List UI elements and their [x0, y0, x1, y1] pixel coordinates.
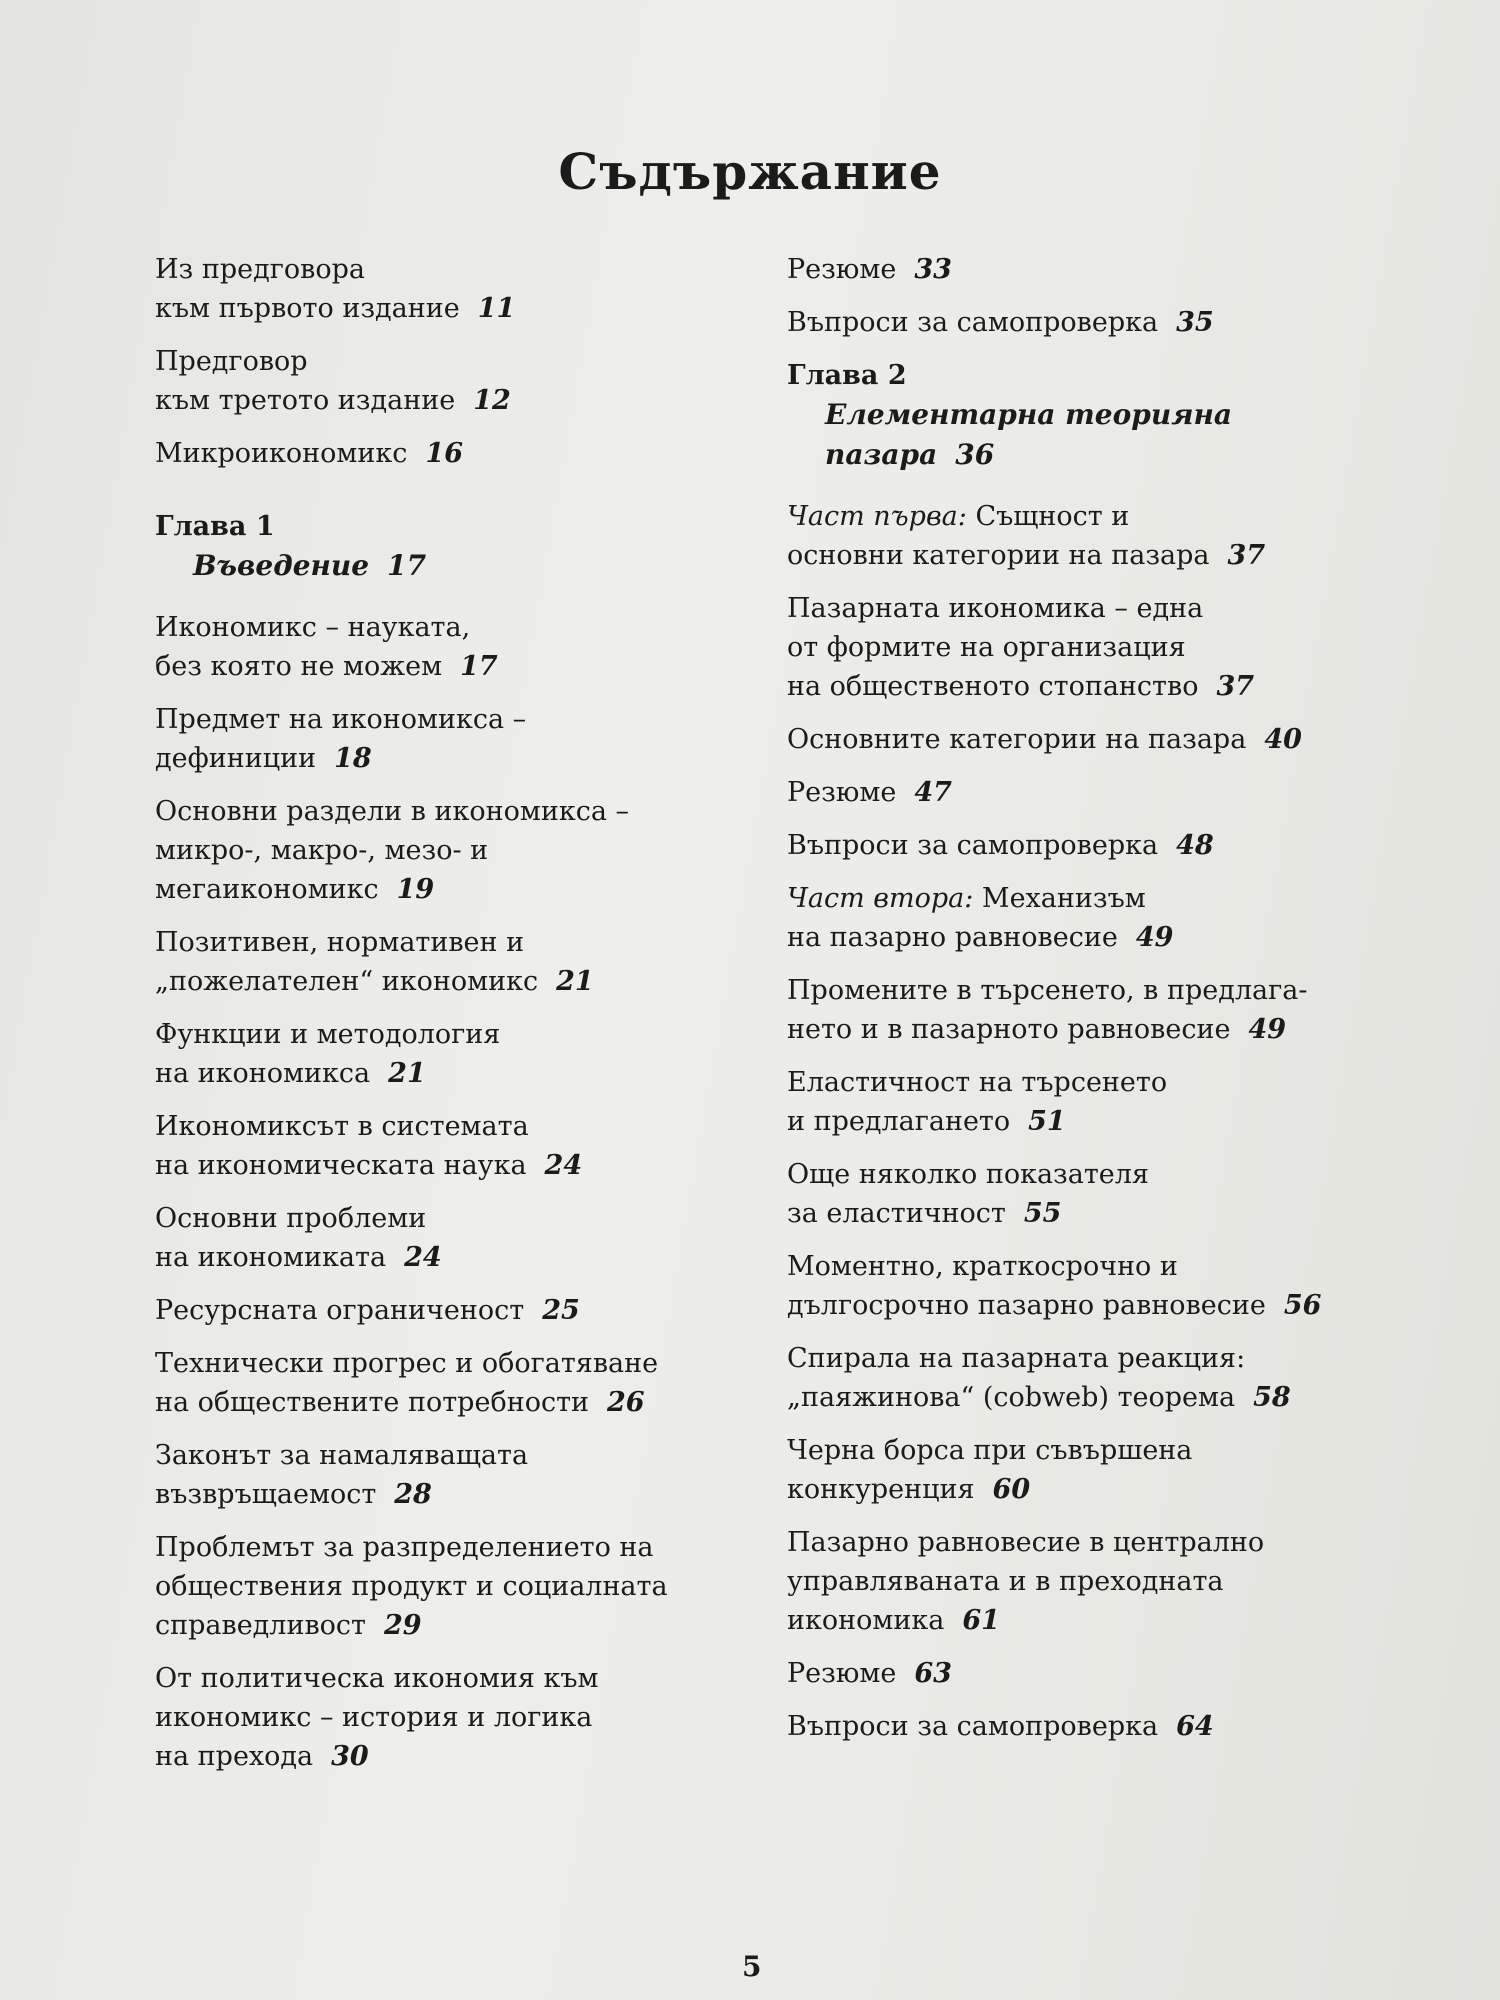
toc-entry: [787, 303, 1407, 342]
entry-text: нето и в пазарното равновесие: [787, 1014, 1231, 1045]
entry-line: [787, 1286, 1407, 1325]
toc-entry: [155, 1015, 765, 1093]
page-ref: 30: [331, 1741, 369, 1772]
page-ref: 55: [1023, 1198, 1062, 1229]
entry-line: [787, 536, 1407, 575]
part-label: Част втора:: [787, 883, 974, 914]
entry-text: и предлагането: [787, 1106, 1011, 1137]
entry-line: [787, 826, 1407, 865]
page-ref: 29: [383, 1610, 422, 1641]
page-ref: 12: [473, 385, 511, 416]
chapter-title: [155, 546, 765, 586]
entry-line: [155, 1475, 765, 1514]
toc-chapter: [155, 507, 765, 586]
entry-text: Еластичност на търсенето: [787, 1067, 1168, 1098]
toc-entry: [787, 1707, 1407, 1746]
page-ref: 17: [387, 549, 427, 582]
toc-entry: [155, 1291, 765, 1330]
entry-line: [155, 1107, 765, 1146]
entry-text: на обществените потребности: [155, 1387, 590, 1418]
entry-line: [155, 1383, 765, 1422]
entry-text: „пожелателен“ икономикс: [155, 966, 539, 997]
page-ref: 25: [542, 1295, 580, 1326]
entry-text: справедливост: [155, 1610, 366, 1641]
page-title: Съдържание: [558, 141, 942, 201]
spacer: [155, 487, 765, 507]
entry-line: [787, 589, 1407, 628]
page-ref: 21: [556, 966, 594, 997]
entry-text: Технически прогрес и обогатяване: [155, 1348, 659, 1379]
entry-line: [787, 1194, 1407, 1233]
toc-entry: [787, 1654, 1407, 1693]
page-ref: 35: [1176, 307, 1214, 338]
entry-text: на общественото стопанство: [787, 671, 1199, 702]
entry-line: [787, 971, 1407, 1010]
page-ref: 49: [1135, 922, 1174, 953]
toc-entry: [155, 1528, 765, 1645]
entry-text: икономика: [787, 1605, 945, 1636]
toc-entry: [155, 434, 765, 473]
entry-text: Микроикономикс: [155, 438, 408, 469]
entry-line: [155, 1238, 765, 1277]
toc-chapter: [787, 356, 1407, 475]
page-ref: 60: [992, 1474, 1031, 1505]
entry-text: на икономическата наука: [155, 1150, 527, 1181]
page-ref: 56: [1283, 1290, 1322, 1321]
entry-line: [155, 250, 765, 289]
chapter-name-line: [825, 398, 1193, 431]
entry-text: микро-, макро-, мезо- и: [155, 835, 489, 866]
entry-line: [787, 1523, 1407, 1562]
toc-entry: [787, 1063, 1407, 1141]
chapter-label: Глава 1: [155, 511, 275, 542]
entry-line: [787, 918, 1407, 957]
page-ref: 40: [1264, 724, 1302, 755]
page-ref: 64: [1176, 1711, 1214, 1742]
entry-line: [787, 628, 1407, 667]
entry-text: Законът за намаляващата: [155, 1440, 529, 1471]
entry-line: [155, 739, 765, 778]
page-ref: 51: [1028, 1106, 1066, 1137]
entry-line: [787, 773, 1407, 812]
entry-text: „паяжинова“ (cobweb) теорема: [787, 1382, 1236, 1413]
entry-line: [155, 792, 765, 831]
toc-entry: [155, 1659, 765, 1776]
page-number: 5: [742, 1950, 762, 1983]
entry-text: дългосрочно пазарно равновесие: [787, 1290, 1266, 1321]
entry-line: [155, 1344, 765, 1383]
entry-text: Черна борса при съвършена: [787, 1435, 1193, 1466]
toc-entry: [155, 923, 765, 1001]
entry-line: [787, 667, 1407, 706]
entry-text: на пазарно равновесие: [787, 922, 1118, 953]
entry-text: на икономикса: [155, 1058, 371, 1089]
entry-line: [787, 1707, 1407, 1746]
toc-entry: [155, 342, 765, 420]
entry-text: основни категории на пазара: [787, 540, 1210, 571]
toc-part: [787, 497, 1407, 575]
page-ref: 33: [914, 254, 952, 285]
toc-entry: [155, 1344, 765, 1422]
entry-line: [155, 1146, 765, 1185]
toc-entry: [787, 250, 1407, 289]
entry-text: Функции и методология: [155, 1019, 501, 1050]
entry-line: [155, 434, 765, 473]
entry-text: от формите на организация: [787, 632, 1186, 663]
entry-line: [155, 381, 765, 420]
toc-entry: [787, 1431, 1407, 1509]
page-ref: 63: [914, 1658, 952, 1689]
page-ref: 36: [955, 438, 995, 471]
entry-line: [787, 1010, 1407, 1049]
entry-line: [787, 1247, 1407, 1286]
entry-text: конкуренция: [787, 1474, 975, 1505]
entry-text: на икономиката: [155, 1242, 387, 1273]
entry-line: [787, 497, 1407, 536]
entry-line: [155, 831, 765, 870]
entry-line: [787, 720, 1407, 759]
entry-text: икономикс – история и логика: [155, 1702, 593, 1733]
chapter-name-text: на пазара: [825, 398, 1233, 471]
toc-entry: [787, 720, 1407, 759]
entry-line: [155, 1606, 765, 1645]
entry-text: Проблемът за разпределението на: [155, 1532, 654, 1563]
entry-text: Моментно, краткосрочно и: [787, 1251, 1178, 1282]
entry-line: [787, 1063, 1407, 1102]
entry-line: [787, 879, 1407, 918]
entry-text: Икономиксът в системата: [155, 1111, 529, 1142]
toc-entry: [787, 1339, 1407, 1417]
entry-text: Предмет на икономикса –: [155, 704, 527, 735]
entry-text: Резюме: [787, 777, 897, 808]
entry-line: [155, 1698, 765, 1737]
page-ref: 61: [962, 1605, 1000, 1636]
toc-entry: [155, 1199, 765, 1277]
page-ref: 18: [334, 743, 372, 774]
toc-entry: [155, 700, 765, 778]
entry-text: Икономикс – науката,: [155, 612, 471, 643]
toc-part: [787, 879, 1407, 957]
chapter-name-text: Въведение: [193, 549, 370, 582]
entry-line: [787, 1102, 1407, 1141]
page-ref: 16: [425, 438, 464, 469]
page-ref: 47: [914, 777, 952, 808]
toc-left-column: [155, 250, 765, 1790]
entry-line: [155, 700, 765, 739]
entry-line: [787, 1601, 1407, 1640]
toc-entry: [787, 773, 1407, 812]
page-ref: 48: [1176, 830, 1214, 861]
entry-line: [155, 1436, 765, 1475]
entry-line: [155, 962, 765, 1001]
entry-text: Ресурсната ограниченост: [155, 1295, 525, 1326]
entry-text: Из предговора: [155, 254, 365, 285]
page-ref: 19: [396, 874, 435, 905]
entry-text: Основните категории на пазара: [787, 724, 1247, 755]
entry-line: [155, 342, 765, 381]
entry-line: [155, 1567, 765, 1606]
entry-text: обществения продукт и социалната: [155, 1571, 668, 1602]
entry-text: Предговор: [155, 346, 308, 377]
toc-entry: [155, 1107, 765, 1185]
page-ref: 58: [1253, 1382, 1291, 1413]
page-ref: 49: [1248, 1014, 1287, 1045]
entry-line: [787, 1339, 1407, 1378]
page-ref: 26: [607, 1387, 645, 1418]
entry-text: Въпроси за самопроверка: [787, 1711, 1159, 1742]
toc-entry: [155, 1436, 765, 1514]
toc-entry: [787, 971, 1407, 1049]
entry-text: мегаикономикс: [155, 874, 379, 905]
toc-entry: [787, 1155, 1407, 1233]
entry-text: Основни проблеми: [155, 1203, 427, 1234]
chapter-name-text: Елементарна теория: [825, 398, 1194, 431]
page-ref: 11: [477, 293, 516, 324]
entry-line: [787, 1470, 1407, 1509]
entry-line: [155, 1015, 765, 1054]
page-ref: 24: [544, 1150, 583, 1181]
entry-text: Механизъм: [981, 883, 1146, 914]
entry-text: Резюме: [787, 254, 897, 285]
entry-line: [787, 1654, 1407, 1693]
toc-entry: [787, 826, 1407, 865]
page-ref: 21: [388, 1058, 426, 1089]
entry-line: [155, 1737, 765, 1776]
entry-line: [155, 647, 765, 686]
entry-line: [787, 250, 1407, 289]
entry-text: Позитивен, нормативен и: [155, 927, 525, 958]
entry-text: без която не можем: [155, 651, 443, 682]
page-ref: 17: [460, 651, 498, 682]
chapter-title: [787, 395, 1407, 475]
entry-text: Резюме: [787, 1658, 897, 1689]
entry-text: дефиниции: [155, 743, 317, 774]
entry-line: [155, 1291, 765, 1330]
entry-text: към първото издание: [155, 293, 460, 324]
toc-entry: [787, 589, 1407, 706]
entry-text: Основни раздели в икономикса –: [155, 796, 630, 827]
entry-line: [155, 923, 765, 962]
page-ref: 37: [1216, 671, 1255, 702]
entry-line: [155, 1528, 765, 1567]
toc-entry: [787, 1247, 1407, 1325]
entry-text: към третото издание: [155, 385, 456, 416]
entry-text: управляваната и в преходната: [787, 1566, 1224, 1597]
entry-text: От политическа икономия към: [155, 1663, 599, 1694]
entry-text: за еластичност: [787, 1198, 1006, 1229]
part-label: Част първа:: [787, 501, 967, 532]
entry-text: Въпроси за самопроверка: [787, 830, 1159, 861]
entry-line: [155, 289, 765, 328]
entry-line: [155, 1199, 765, 1238]
entry-text: Въпроси за самопроверка: [787, 307, 1159, 338]
entry-text: Промените в търсенето, в предлага-: [787, 975, 1308, 1006]
entry-text: Пазарната икономика – една: [787, 593, 1204, 624]
toc-entry: [155, 792, 765, 909]
entry-text: на прехода: [155, 1741, 314, 1772]
page-ref: 37: [1227, 540, 1266, 571]
entry-line: [787, 1431, 1407, 1470]
entry-line: [787, 1562, 1407, 1601]
entry-line: [787, 303, 1407, 342]
page-ref: 28: [394, 1479, 432, 1510]
toc-entry: [787, 1523, 1407, 1640]
entry-text: възвръщаемост: [155, 1479, 377, 1510]
entry-line: [155, 608, 765, 647]
entry-line: [787, 1155, 1407, 1194]
entry-line: [155, 870, 765, 909]
chapter-label: Глава 2: [787, 360, 907, 391]
entry-line: [787, 1378, 1407, 1417]
entry-text: Спирала на пазарната реакция:: [787, 1343, 1246, 1374]
page-ref: 24: [404, 1242, 442, 1273]
entry-text: Пазарно равновесие в централно: [787, 1527, 1265, 1558]
toc-entry: [155, 250, 765, 328]
entry-line: [155, 1054, 765, 1093]
toc-entry: [155, 608, 765, 686]
toc-right-column: [787, 250, 1407, 1760]
entry-text: Още няколко показателя: [787, 1159, 1149, 1190]
entry-line: [155, 1659, 765, 1698]
entry-text: Същност и: [975, 501, 1130, 532]
